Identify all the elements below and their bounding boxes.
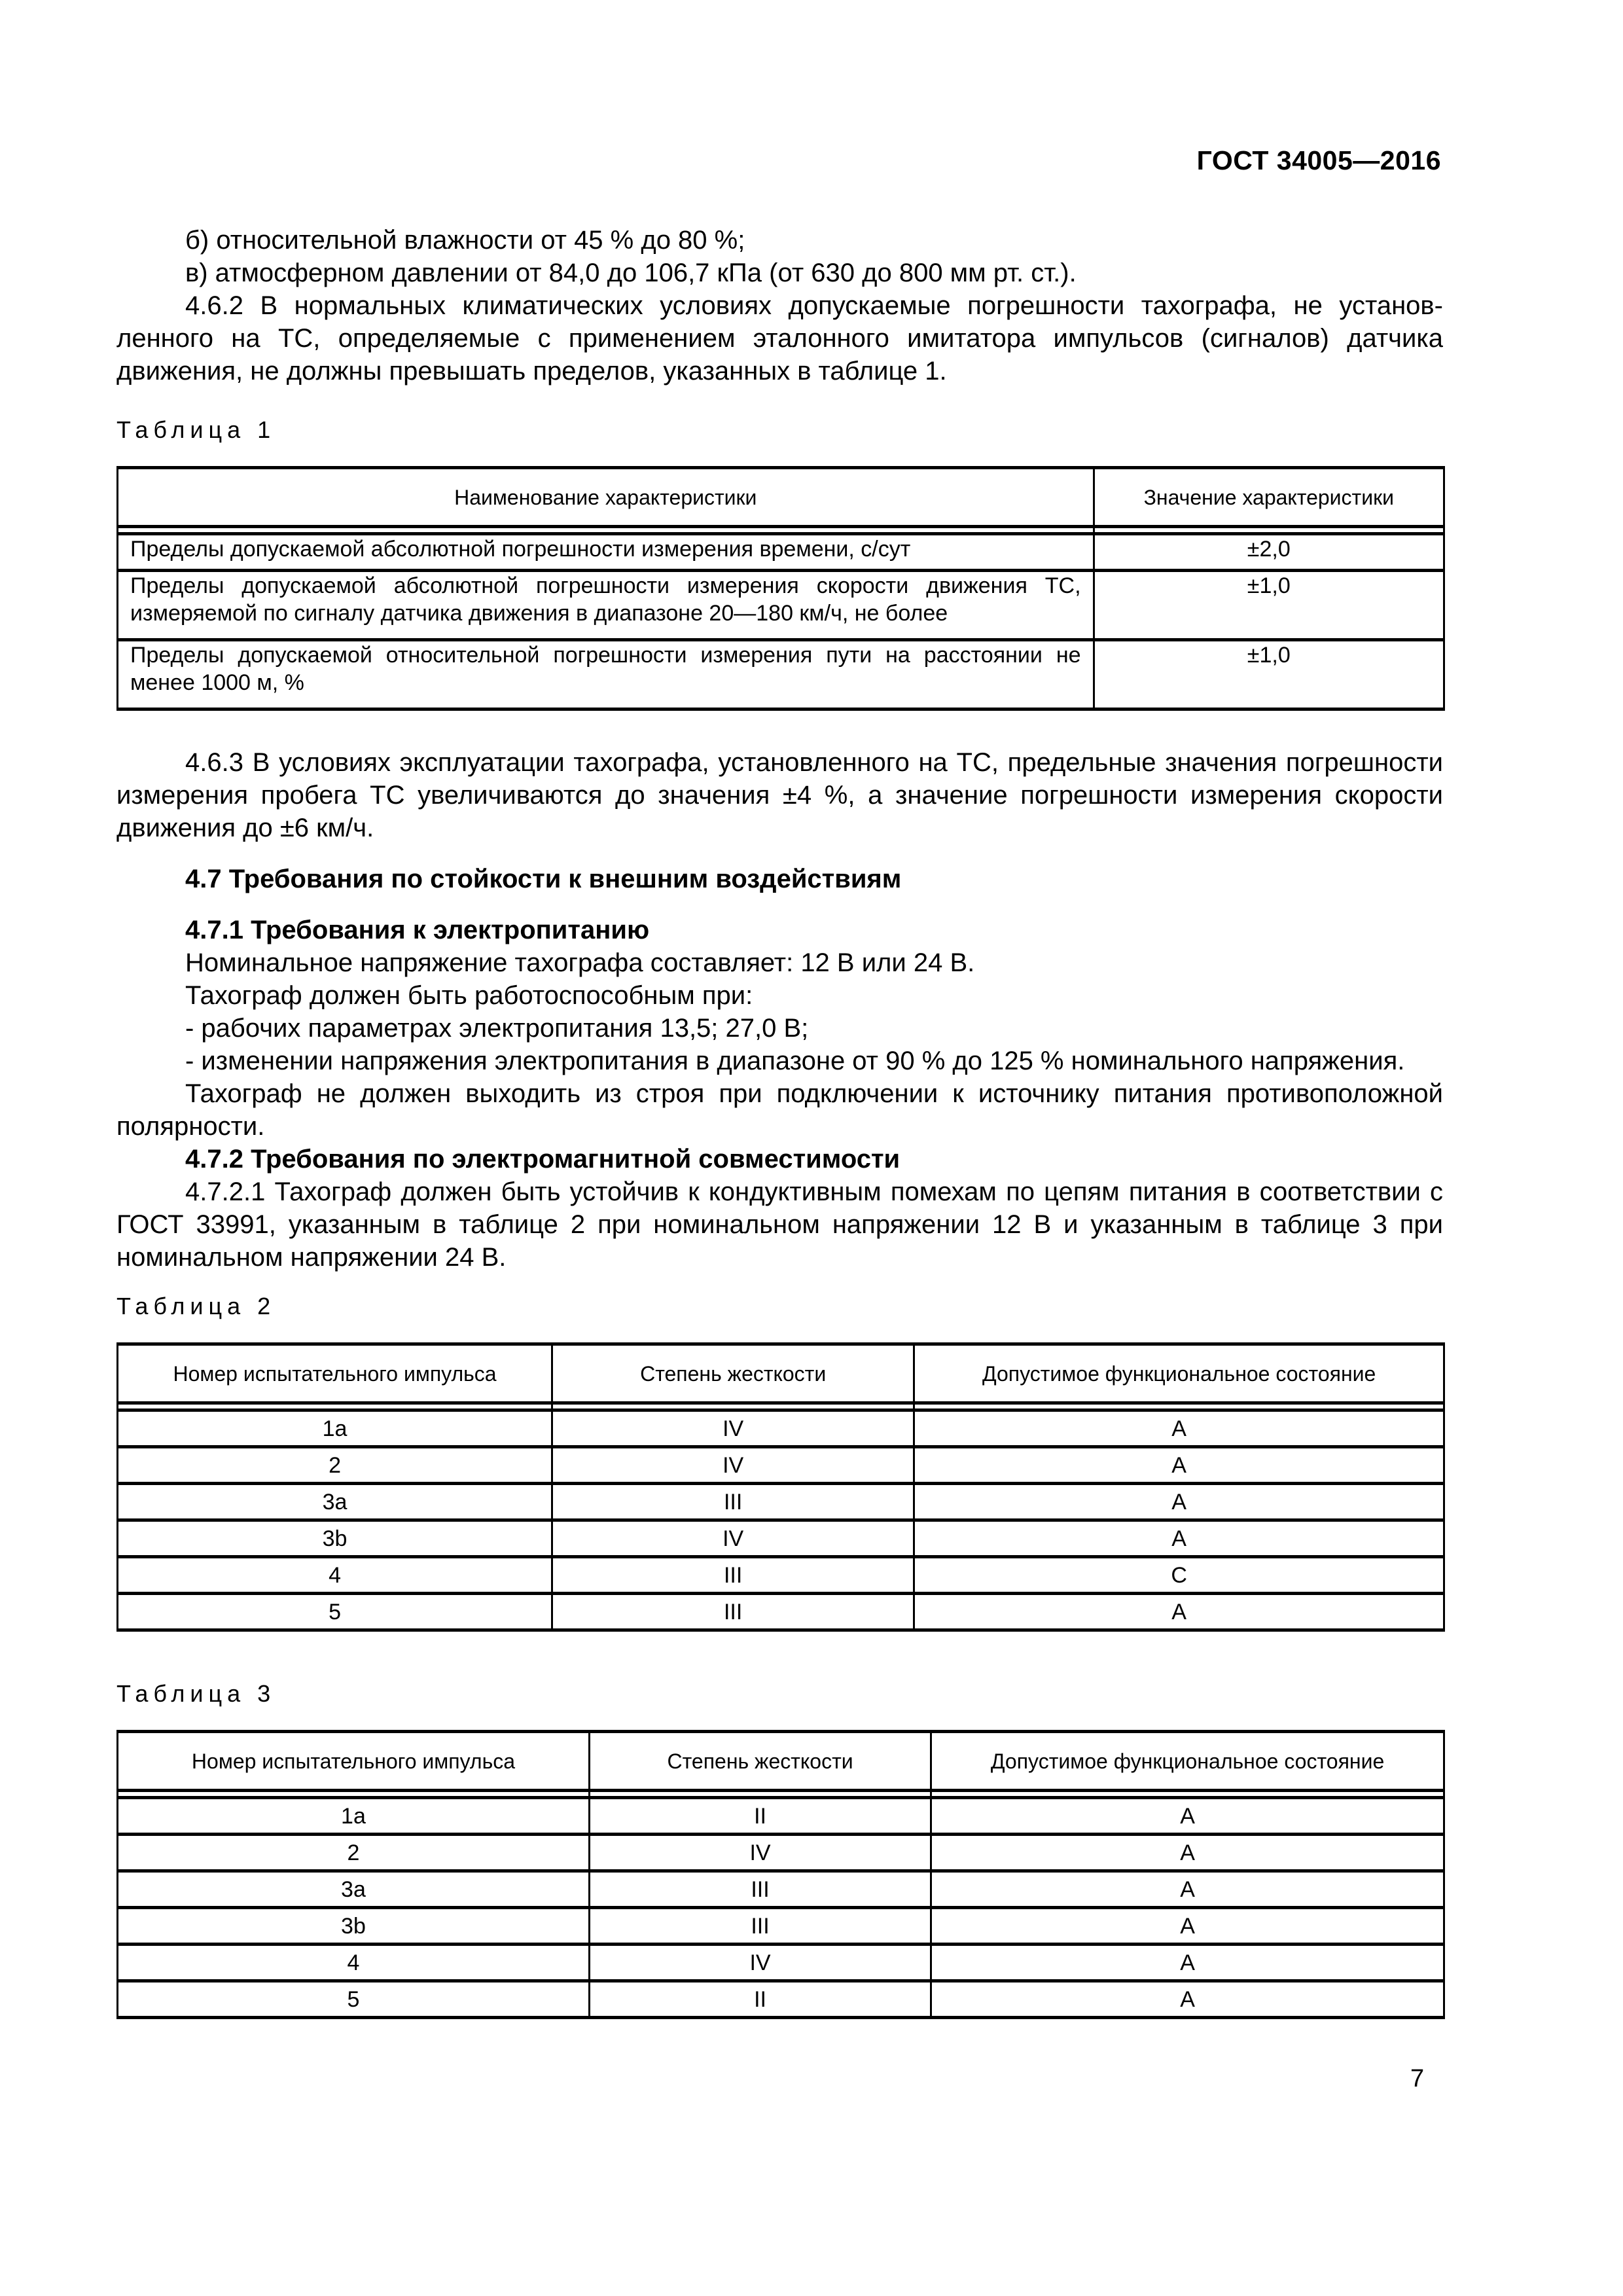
table-row bbox=[118, 1981, 1444, 2018]
cell-state: A bbox=[914, 1594, 1444, 1630]
cell-impulse: 3a bbox=[118, 1871, 590, 1908]
table-row bbox=[118, 1594, 1444, 1630]
table-header-row bbox=[118, 1732, 1444, 1791]
paragraph-4-6-3: 4.6.3 В условиях эксплуатации тахографа, установленного на ТС, предельные значения погрешности измерения пробега ТС увеличиваются до значения ±4 %, а значение погрешности измерения скорости движения до ±6 км/ч. bbox=[116, 748, 1443, 842]
cell-severity: II bbox=[589, 1981, 931, 2018]
cell-state: A bbox=[931, 1798, 1444, 1835]
cell-state: A bbox=[914, 1520, 1444, 1557]
table-header-row bbox=[118, 1344, 1444, 1403]
cell-state: A bbox=[931, 1835, 1444, 1871]
cell-severity: III bbox=[552, 1557, 914, 1594]
column-header-state: Допустимое функциональное состояние bbox=[914, 1344, 1444, 1403]
cell-impulse: 2 bbox=[118, 1835, 590, 1871]
cell-impulse: 3b bbox=[118, 1908, 590, 1945]
cell-state: A bbox=[931, 1981, 1444, 2018]
table-row bbox=[118, 534, 1444, 571]
table-row bbox=[118, 571, 1444, 640]
cell-impulse: 4 bbox=[118, 1945, 590, 1981]
paragraph-4-7-2-1: 4.7.2.1 Тахограф должен быть устойчив к кондуктивным помехам по цепям питания в соответствии с ГОСТ 33991, указанным в таблице 2 при номинальном напряжении 12 В и указанным в таблице 3 при номинальном напряжении 24 В. bbox=[116, 1177, 1443, 1272]
table1-caption: Таблица 1 bbox=[116, 416, 276, 443]
cell-state: A bbox=[931, 1945, 1444, 1981]
cell-severity: IV bbox=[552, 1410, 914, 1447]
list-item-pressure: в) атмосферном давлении от 84,0 до 106,7 кПа (от 630 до 800 мм рт. ст.). bbox=[185, 259, 1077, 287]
cell-impulse: 5 bbox=[118, 1594, 552, 1630]
column-header-severity: Степень жесткости bbox=[589, 1732, 931, 1791]
paragraph-operable: Тахограф должен быть работоспособным при: bbox=[185, 981, 753, 1010]
cell-impulse: 2 bbox=[118, 1447, 552, 1484]
cell-severity: IV bbox=[552, 1447, 914, 1484]
column-header-name: Наименование характеристики bbox=[118, 468, 1094, 527]
table-header-row bbox=[118, 468, 1444, 527]
column-header-severity: Степень жесткости bbox=[552, 1344, 914, 1403]
paragraph-nominal-voltage: Номинальное напряжение тахографа составляет: 12 В или 24 В. bbox=[185, 948, 975, 977]
cell-name: Пределы допускаемой абсолютной погрешности измерения скорости движения ТС, измеряемой по сигналу датчика движения в диапазоне 20—180 км/ч, не более bbox=[118, 571, 1094, 640]
list-item-params: - рабочих параметрах электропитания 13,5; 27,0 В; bbox=[185, 1014, 809, 1043]
cell-state: A bbox=[931, 1908, 1444, 1945]
table-row bbox=[118, 1557, 1444, 1594]
cell-severity: IV bbox=[589, 1835, 931, 1871]
table-3 bbox=[116, 1730, 1445, 2019]
heading-4-7-2: 4.7.2 Требования по электромагнитной совместимости bbox=[185, 1145, 901, 1174]
cell-severity: IV bbox=[552, 1520, 914, 1557]
table-row bbox=[118, 1798, 1444, 1835]
cell-name: Пределы допускаемой относительной погрешности измерения пути на расстоянии не менее 1000 м, % bbox=[118, 640, 1094, 709]
list-item-humidity: б) относительной влажности от 45 % до 80 %; bbox=[185, 226, 745, 255]
cell-severity: III bbox=[589, 1871, 931, 1908]
cell-state: A bbox=[914, 1484, 1444, 1520]
table-row bbox=[118, 1945, 1444, 1981]
cell-value: ±1,0 bbox=[1094, 571, 1444, 640]
cell-value: ±1,0 bbox=[1094, 640, 1444, 709]
column-header-impulse: Номер испытательного импульса bbox=[118, 1344, 552, 1403]
cell-severity: III bbox=[552, 1594, 914, 1630]
section-mid bbox=[116, 746, 1443, 1274]
cell-severity: II bbox=[589, 1798, 931, 1835]
header-separator bbox=[118, 527, 1444, 534]
cell-impulse: 1a bbox=[118, 1798, 590, 1835]
table3-caption: Таблица 3 bbox=[116, 1680, 276, 1707]
column-header-state: Допустимое функциональное состояние bbox=[931, 1732, 1444, 1791]
cell-state: A bbox=[914, 1410, 1444, 1447]
table-1 bbox=[116, 466, 1445, 711]
table-row bbox=[118, 1871, 1444, 1908]
table2-caption: Таблица 2 bbox=[116, 1293, 276, 1319]
table-row bbox=[118, 1835, 1444, 1871]
page-number: 7 bbox=[1410, 2065, 1425, 2092]
header-separator bbox=[118, 1403, 1444, 1410]
column-header-impulse: Номер испытательного импульса bbox=[118, 1732, 590, 1791]
cell-impulse: 3a bbox=[118, 1484, 552, 1520]
section-top bbox=[116, 224, 1443, 387]
column-header-value: Значение характеристики bbox=[1094, 468, 1444, 527]
cell-impulse: 3b bbox=[118, 1520, 552, 1557]
cell-impulse: 5 bbox=[118, 1981, 590, 2018]
cell-state: C bbox=[914, 1557, 1444, 1594]
table-2 bbox=[116, 1342, 1445, 1632]
paragraph-4-6-2: 4.6.2 В нормальных климатических условиях допускаемые погрешности тахографа, не установленного на ТС, определяемые с применением эталонного имитатора импульсов (сигналов) датчика движения, не должны превышать пределов, указанных в таблице 1. bbox=[116, 291, 1443, 386]
paragraph-polarity: Тахограф не должен выходить из строя при подключении к источнику питания противоположной полярности. bbox=[116, 1079, 1443, 1141]
cell-severity: IV bbox=[589, 1945, 931, 1981]
table-row bbox=[118, 1520, 1444, 1557]
table-row bbox=[118, 1410, 1444, 1447]
heading-4-7-1: 4.7.1 Требования к электропитанию bbox=[185, 916, 650, 944]
cell-impulse: 1a bbox=[118, 1410, 552, 1447]
table-row bbox=[118, 1484, 1444, 1520]
header-separator bbox=[118, 1791, 1444, 1798]
cell-severity: III bbox=[552, 1484, 914, 1520]
cell-state: A bbox=[914, 1447, 1444, 1484]
table-row bbox=[118, 1908, 1444, 1945]
cell-name: Пределы допускаемой абсолютной погрешности измерения времени, с/сут bbox=[118, 534, 1094, 571]
cell-state: A bbox=[931, 1871, 1444, 1908]
cell-impulse: 4 bbox=[118, 1557, 552, 1594]
table-row bbox=[118, 1447, 1444, 1484]
list-item-voltage-change: - изменении напряжения электропитания в диапазоне от 90 % до 125 % номинального напряжения. bbox=[185, 1047, 1405, 1075]
cell-severity: III bbox=[589, 1908, 931, 1945]
table-row bbox=[118, 640, 1444, 709]
standard-id-header: ГОСТ 34005—2016 bbox=[1196, 145, 1441, 175]
heading-4-7: 4.7 Требования по стойкости к внешним воздействиям bbox=[185, 865, 902, 893]
cell-value: ±2,0 bbox=[1094, 534, 1444, 571]
